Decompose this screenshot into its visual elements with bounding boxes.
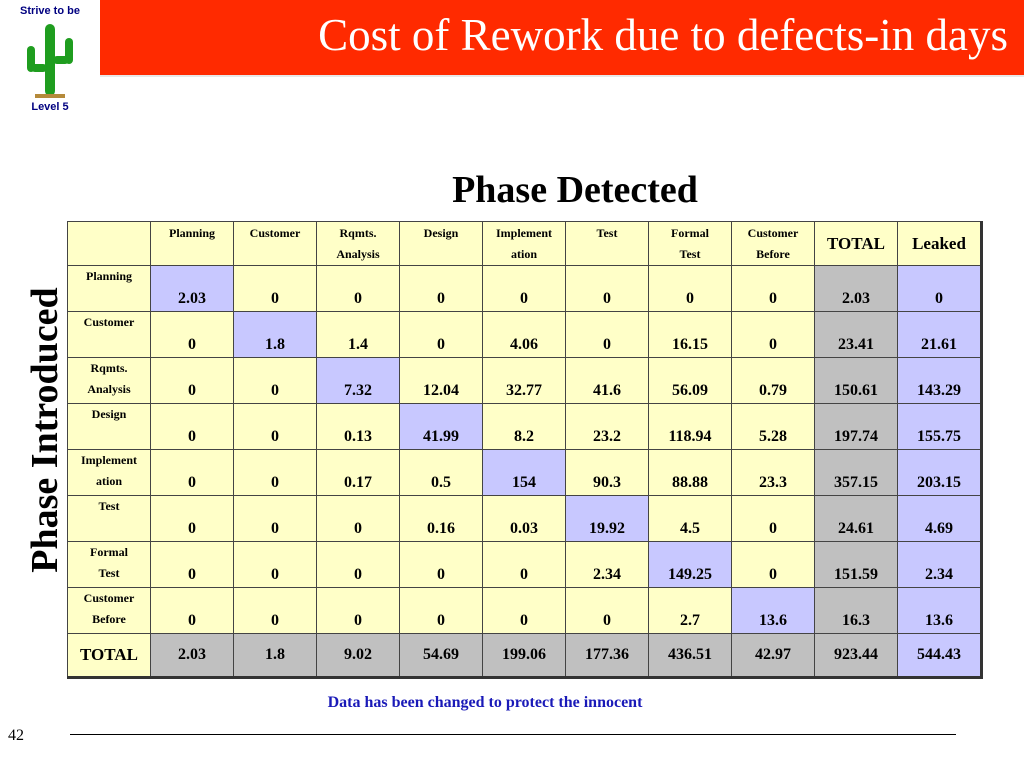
value-cell: 0 xyxy=(317,266,400,312)
header-text-line: Customer xyxy=(249,226,301,240)
column-total-cell: 1.8 xyxy=(234,634,317,678)
column-header xyxy=(400,222,483,266)
value-cell: 0 xyxy=(317,496,400,542)
table-row xyxy=(68,404,982,450)
value-cell: 0 xyxy=(234,450,317,496)
diagonal-cell: 154 xyxy=(483,450,566,496)
value-cell: 0 xyxy=(732,496,815,542)
column-total-cell: 9.02 xyxy=(317,634,400,678)
row-header xyxy=(68,588,151,634)
header-divider xyxy=(100,75,1024,77)
diagonal-cell: 1.8 xyxy=(234,312,317,358)
column-header xyxy=(483,222,566,266)
value-cell: 23.2 xyxy=(566,404,649,450)
corner-cell xyxy=(68,222,151,266)
row-header xyxy=(68,404,151,450)
header-text-line: Customer xyxy=(83,315,135,329)
value-cell: 0 xyxy=(483,588,566,634)
value-cell: 0.17 xyxy=(317,450,400,496)
value-cell: 16.15 xyxy=(649,312,732,358)
value-cell: 41.6 xyxy=(566,358,649,404)
value-cell: 8.2 xyxy=(483,404,566,450)
value-cell: 0 xyxy=(151,450,234,496)
value-cell: 5.28 xyxy=(732,404,815,450)
header-text-line: Rqmts. xyxy=(90,361,128,375)
value-cell: 0.79 xyxy=(732,358,815,404)
value-cell: 0 xyxy=(317,542,400,588)
value-cell: 2.7 xyxy=(649,588,732,634)
column-total-cell: 2.03 xyxy=(151,634,234,678)
value-cell: 0 xyxy=(234,358,317,404)
row-header xyxy=(68,266,151,312)
diagonal-cell: 7.32 xyxy=(317,358,400,404)
value-cell: 0 xyxy=(483,266,566,312)
header-text-line: ation xyxy=(95,474,122,488)
row-total-cell: 151.59 xyxy=(815,542,898,588)
logo-top-text: Strive to be xyxy=(20,5,80,17)
table-row xyxy=(68,266,982,312)
value-cell: 0 xyxy=(234,588,317,634)
leaked-cell: 544.43 xyxy=(898,634,982,678)
table-row xyxy=(68,542,982,588)
row-header xyxy=(68,312,151,358)
value-cell: 2.34 xyxy=(566,542,649,588)
column-total-cell: 177.36 xyxy=(566,634,649,678)
column-header xyxy=(732,222,815,266)
leaked-cell: 2.34 xyxy=(898,542,982,588)
row-total-cell: 2.03 xyxy=(815,266,898,312)
value-cell: 0 xyxy=(151,588,234,634)
table-row xyxy=(68,450,982,496)
value-cell: 0 xyxy=(234,266,317,312)
value-cell: 0.5 xyxy=(400,450,483,496)
value-cell: 0 xyxy=(566,312,649,358)
value-cell: 0 xyxy=(732,312,815,358)
header-text-line: Analysis xyxy=(87,382,131,396)
leaked-cell: 13.6 xyxy=(898,588,982,634)
value-cell: 1.4 xyxy=(317,312,400,358)
row-header xyxy=(68,450,151,496)
row-header xyxy=(68,358,151,404)
header-text-line: Before xyxy=(756,247,790,261)
column-header xyxy=(815,222,898,266)
header-text-line: TOTAL xyxy=(827,233,885,253)
column-header xyxy=(898,222,982,266)
header-text-line: Before xyxy=(92,612,126,626)
row-axis-label: Phase Introduced xyxy=(24,287,66,573)
value-cell: 0 xyxy=(151,496,234,542)
value-cell: 0.03 xyxy=(483,496,566,542)
footer-divider xyxy=(70,734,956,735)
header-text-line: Analysis xyxy=(336,247,380,261)
total-row xyxy=(68,634,982,678)
header-text-line: Planning xyxy=(85,269,133,283)
value-cell: 0 xyxy=(400,588,483,634)
value-cell: 12.04 xyxy=(400,358,483,404)
header-text-line: Test xyxy=(98,499,120,513)
value-cell: 0 xyxy=(317,588,400,634)
row-header xyxy=(68,634,151,678)
column-total-cell: 436.51 xyxy=(649,634,732,678)
table-row xyxy=(68,312,982,358)
diagonal-cell: 2.03 xyxy=(151,266,234,312)
header-text-line: Formal xyxy=(671,226,709,240)
page-number: 42 xyxy=(8,727,24,744)
value-cell: 0.13 xyxy=(317,404,400,450)
row-total-cell: 197.74 xyxy=(815,404,898,450)
leaked-cell: 155.75 xyxy=(898,404,982,450)
table-row xyxy=(68,588,982,634)
leaked-cell: 4.69 xyxy=(898,496,982,542)
header-text-line: Implement xyxy=(496,226,552,240)
row-header xyxy=(68,542,151,588)
header-text-line: TOTAL xyxy=(80,645,138,664)
value-cell: 0 xyxy=(151,312,234,358)
header-text-line: Customer xyxy=(747,226,799,240)
column-total-cell: 199.06 xyxy=(483,634,566,678)
value-cell: 0 xyxy=(400,312,483,358)
header-text-line: Test xyxy=(679,247,701,261)
leaked-cell: 203.15 xyxy=(898,450,982,496)
value-cell: 0 xyxy=(732,542,815,588)
leaked-cell: 21.61 xyxy=(898,312,982,358)
row-total-cell: 16.3 xyxy=(815,588,898,634)
rework-matrix-table xyxy=(67,221,983,679)
value-cell: 0 xyxy=(151,542,234,588)
column-header xyxy=(151,222,234,266)
header-text-line: Design xyxy=(423,226,459,240)
row-total-cell: 923.44 xyxy=(815,634,898,678)
value-cell: 0 xyxy=(566,588,649,634)
value-cell: 0 xyxy=(400,542,483,588)
row-total-cell: 357.15 xyxy=(815,450,898,496)
diagonal-cell: 41.99 xyxy=(400,404,483,450)
header-text-line: Design xyxy=(91,407,127,421)
value-cell: 0 xyxy=(483,542,566,588)
table-row xyxy=(68,358,982,404)
header-text-line: Test xyxy=(596,226,618,240)
header-text-line: Planning xyxy=(168,226,216,240)
value-cell: 0 xyxy=(234,404,317,450)
column-header xyxy=(649,222,732,266)
table-row xyxy=(68,496,982,542)
value-cell: 90.3 xyxy=(566,450,649,496)
logo xyxy=(0,0,100,120)
diagonal-cell: 13.6 xyxy=(732,588,815,634)
column-header xyxy=(317,222,400,266)
value-cell: 0 xyxy=(151,358,234,404)
header-text-line: Implement xyxy=(81,453,137,467)
row-total-cell: 150.61 xyxy=(815,358,898,404)
header-text-line: Leaked xyxy=(912,233,966,253)
header-text-line: Rqmts. xyxy=(339,226,377,240)
value-cell: 0 xyxy=(400,266,483,312)
row-total-cell: 23.41 xyxy=(815,312,898,358)
value-cell: 0 xyxy=(151,404,234,450)
leaked-cell: 0 xyxy=(898,266,982,312)
value-cell: 56.09 xyxy=(649,358,732,404)
value-cell: 0 xyxy=(234,496,317,542)
value-cell: 0 xyxy=(649,266,732,312)
value-cell: 88.88 xyxy=(649,450,732,496)
value-cell: 0 xyxy=(234,542,317,588)
diagonal-cell: 149.25 xyxy=(649,542,732,588)
value-cell: 4.06 xyxy=(483,312,566,358)
title-bar xyxy=(100,0,1024,75)
value-cell: 0.16 xyxy=(400,496,483,542)
slide-title: Cost of Rework due to defects-in days xyxy=(318,10,1008,60)
row-total-cell: 24.61 xyxy=(815,496,898,542)
header-row xyxy=(68,222,982,266)
value-cell: 4.5 xyxy=(649,496,732,542)
diagonal-cell: 19.92 xyxy=(566,496,649,542)
cactus-icon xyxy=(23,20,77,100)
column-header xyxy=(234,222,317,266)
logo-bottom-text: Level 5 xyxy=(31,101,69,113)
leaked-cell: 143.29 xyxy=(898,358,982,404)
value-cell: 32.77 xyxy=(483,358,566,404)
header-text-line: Customer xyxy=(83,591,135,605)
header-text-line: ation xyxy=(510,247,537,261)
row-header xyxy=(68,496,151,542)
header-text-line: Formal xyxy=(90,545,128,559)
value-cell: 0 xyxy=(566,266,649,312)
column-header xyxy=(566,222,649,266)
header-text-line: Test xyxy=(98,566,120,580)
column-total-cell: 42.97 xyxy=(732,634,815,678)
column-total-cell: 54.69 xyxy=(400,634,483,678)
column-axis-label: Phase Detected xyxy=(452,169,698,211)
footnote: Data has been changed to protect the innocent xyxy=(327,694,643,711)
value-cell: 118.94 xyxy=(649,404,732,450)
value-cell: 0 xyxy=(732,266,815,312)
value-cell: 23.3 xyxy=(732,450,815,496)
